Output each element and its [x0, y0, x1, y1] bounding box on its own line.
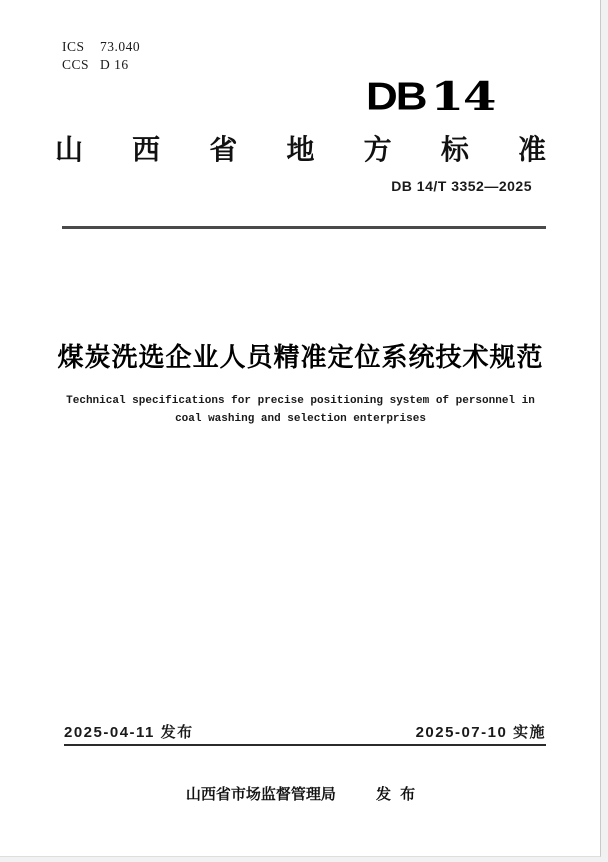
ccs-label: CCS: [62, 57, 90, 72]
document-title: 煤炭洗选企业人员精准定位系统技术规范: [57, 342, 544, 372]
ics-label: ICS: [62, 39, 85, 54]
ics-code: [62, 38, 140, 56]
standard-number: DB 14/T 3352—2025: [391, 178, 532, 194]
db14-logo-number: 14: [430, 74, 496, 120]
classification-codes: [62, 38, 140, 74]
region-standard-title: 山西省地方标准: [55, 134, 546, 165]
document-title-english: [0, 392, 601, 428]
document-title-english-line2: coal washing and selection enterprises: [175, 413, 426, 425]
release-label: 发 布: [376, 786, 416, 803]
dates-row: [64, 721, 546, 742]
ics-value: 73.040: [100, 39, 141, 54]
document-title-english-line1: Technical specifications for precise positioning system of personnel in: [66, 395, 535, 407]
ccs-value: D 16: [100, 57, 129, 72]
implement-date: 2025-07-10 实施: [415, 724, 546, 741]
header-rule: [62, 226, 546, 229]
ccs-code: [62, 56, 140, 74]
db14-logo-prefix: DB: [366, 75, 426, 119]
db14-logo: [366, 64, 506, 120]
publisher-name: 山西省市场监督管理局: [185, 786, 336, 803]
dates-rule: [64, 744, 546, 746]
publisher-row: [0, 783, 601, 804]
issue-date: 2025-04-11 发布: [64, 724, 194, 741]
